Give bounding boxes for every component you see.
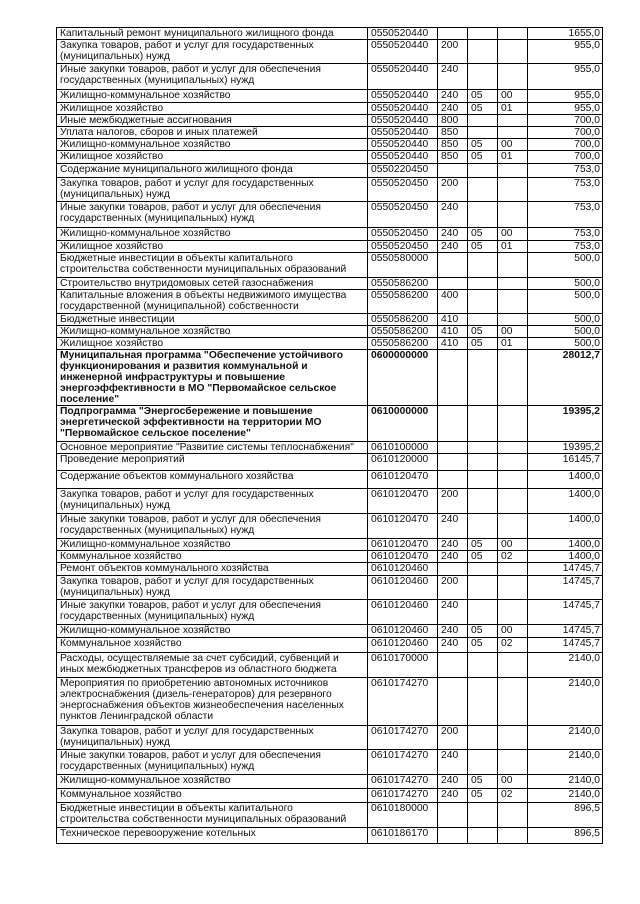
table-row: [57, 471, 603, 489]
amount-cell: 700,0: [528, 139, 603, 151]
expense-type-cell: 240: [438, 103, 468, 115]
expense-name-cell: Бюджетные инвестиции в объекты капитального строительства собственности муниципальных образований: [57, 253, 368, 278]
table-row: [57, 290, 603, 314]
table-row: [57, 653, 603, 678]
section-cell: 05: [468, 775, 498, 789]
expense-type-cell: [438, 454, 468, 471]
expense-type-cell: [438, 653, 468, 678]
expense-name-cell: Иные закупки товаров, работ и услуг для обеспечения государственных (муниципальных) нужд: [57, 514, 368, 539]
table-row: [57, 103, 603, 115]
amount-cell: 1400,0: [528, 539, 603, 551]
section-cell: [468, 178, 498, 202]
subsection-cell: [498, 178, 528, 202]
subsection-cell: [498, 278, 528, 290]
section-cell: [468, 350, 498, 406]
expense-name-cell: Жилищно-коммунальное хозяйство: [57, 228, 368, 241]
subsection-cell: 02: [498, 551, 528, 563]
target-code-cell: 0550520450: [368, 228, 438, 241]
expense-type-cell: 240: [438, 789, 468, 803]
section-cell: [468, 115, 498, 127]
section-cell: 05: [468, 241, 498, 253]
expense-type-cell: 240: [438, 64, 468, 90]
expense-name-cell: Уплата налогов, сборов и иных платежей: [57, 127, 368, 139]
subsection-cell: 00: [498, 139, 528, 151]
subsection-cell: [498, 828, 528, 844]
target-code-cell: 0610120460: [368, 638, 438, 653]
expense-name-cell: Строительство внутридомовых сетей газоснабжения: [57, 278, 368, 290]
section-cell: 05: [468, 625, 498, 638]
expense-name-cell: Иные закупки товаров, работ и услуг для обеспечения государственных (муниципальных) нужд: [57, 600, 368, 625]
amount-cell: 1400,0: [528, 471, 603, 489]
budget-table-body: [57, 28, 603, 844]
expense-type-cell: 850: [438, 151, 468, 164]
table-row: [57, 775, 603, 789]
expense-name-cell: Закупка товаров, работ и услуг для государственных (муниципальных) нужд: [57, 489, 368, 514]
expense-type-cell: 410: [438, 338, 468, 350]
amount-cell: 896,5: [528, 803, 603, 828]
table-row: [57, 406, 603, 442]
expense-type-cell: 200: [438, 40, 468, 64]
section-cell: [468, 40, 498, 64]
expense-name-cell: Содержание муниципального жилищного фонда: [57, 164, 368, 178]
expense-name-cell: Жилищно-коммунальное хозяйство: [57, 326, 368, 338]
amount-cell: 2140,0: [528, 789, 603, 803]
subsection-cell: 01: [498, 103, 528, 115]
amount-cell: 2140,0: [528, 726, 603, 750]
section-cell: [468, 726, 498, 750]
target-code-cell: 0610120470: [368, 489, 438, 514]
subsection-cell: [498, 678, 528, 726]
expense-name-cell: Коммунальное хозяйство: [57, 551, 368, 563]
expense-name-cell: Коммунальное хозяйство: [57, 789, 368, 803]
target-code-cell: 0610186170: [368, 828, 438, 844]
expense-type-cell: [438, 350, 468, 406]
subsection-cell: [498, 750, 528, 775]
subsection-cell: 01: [498, 338, 528, 350]
amount-cell: 753,0: [528, 228, 603, 241]
expense-type-cell: [438, 253, 468, 278]
budget-document: [56, 27, 602, 844]
amount-cell: 1400,0: [528, 551, 603, 563]
section-cell: 05: [468, 789, 498, 803]
target-code-cell: 0550520440: [368, 151, 438, 164]
table-row: [57, 551, 603, 563]
section-cell: [468, 406, 498, 442]
amount-cell: 500,0: [528, 253, 603, 278]
subsection-cell: 00: [498, 625, 528, 638]
table-row: [57, 789, 603, 803]
section-cell: [468, 828, 498, 844]
table-row: [57, 202, 603, 228]
target-code-cell: 0550520440: [368, 64, 438, 90]
section-cell: [468, 514, 498, 539]
section-cell: [468, 803, 498, 828]
subsection-cell: [498, 406, 528, 442]
target-code-cell: 0550520450: [368, 178, 438, 202]
expense-type-cell: [438, 164, 468, 178]
expense-type-cell: [438, 278, 468, 290]
target-code-cell: 0550586200: [368, 314, 438, 326]
subsection-cell: [498, 563, 528, 576]
subsection-cell: [498, 454, 528, 471]
expense-name-cell: Содержание объектов коммунального хозяйства: [57, 471, 368, 489]
amount-cell: 700,0: [528, 151, 603, 164]
subsection-cell: [498, 290, 528, 314]
table-row: [57, 178, 603, 202]
target-code-cell: 0550520440: [368, 103, 438, 115]
section-cell: [468, 202, 498, 228]
table-row: [57, 442, 603, 454]
target-code-cell: 0550520450: [368, 241, 438, 253]
expense-name-cell: Жилищно-коммунальное хозяйство: [57, 90, 368, 103]
expense-name-cell: Техническое перевооружение котельных: [57, 828, 368, 844]
table-row: [57, 489, 603, 514]
amount-cell: 14745,7: [528, 576, 603, 600]
amount-cell: 500,0: [528, 290, 603, 314]
expense-name-cell: Жилищное хозяйство: [57, 338, 368, 350]
table-row: [57, 164, 603, 178]
table-row: [57, 127, 603, 139]
amount-cell: 19395,2: [528, 406, 603, 442]
target-code-cell: 0550520440: [368, 28, 438, 40]
amount-cell: 753,0: [528, 241, 603, 253]
expense-name-cell: Жилищное хозяйство: [57, 241, 368, 253]
target-code-cell: 0610100000: [368, 442, 438, 454]
table-row: [57, 539, 603, 551]
expense-name-cell: Иные закупки товаров, работ и услуг для обеспечения государственных (муниципальных) нужд: [57, 64, 368, 90]
table-row: [57, 314, 603, 326]
table-row: [57, 638, 603, 653]
table-row: [57, 576, 603, 600]
section-cell: [468, 563, 498, 576]
amount-cell: 500,0: [528, 314, 603, 326]
expense-type-cell: 240: [438, 750, 468, 775]
table-row: [57, 563, 603, 576]
table-row: [57, 90, 603, 103]
section-cell: 05: [468, 539, 498, 551]
section-cell: [468, 471, 498, 489]
table-row: [57, 350, 603, 406]
expense-type-cell: 240: [438, 638, 468, 653]
subsection-cell: 00: [498, 90, 528, 103]
table-row: [57, 64, 603, 90]
amount-cell: 2140,0: [528, 775, 603, 789]
expense-name-cell: Капитальный ремонт муниципального жилищного фонда: [57, 28, 368, 40]
target-code-cell: 0550520450: [368, 202, 438, 228]
subsection-cell: [498, 600, 528, 625]
expense-type-cell: 240: [438, 625, 468, 638]
expense-name-cell: Проведение мероприятий: [57, 454, 368, 471]
expense-name-cell: Жилищное хозяйство: [57, 151, 368, 164]
section-cell: 05: [468, 90, 498, 103]
target-code-cell: 0610120470: [368, 539, 438, 551]
target-code-cell: 0550580000: [368, 253, 438, 278]
expense-type-cell: 200: [438, 178, 468, 202]
section-cell: [468, 489, 498, 514]
target-code-cell: 0610174270: [368, 775, 438, 789]
table-row: [57, 241, 603, 253]
subsection-cell: [498, 202, 528, 228]
subsection-cell: 01: [498, 241, 528, 253]
section-cell: [468, 64, 498, 90]
section-cell: 05: [468, 151, 498, 164]
section-cell: [468, 127, 498, 139]
expense-name-cell: Закупка товаров, работ и услуг для государственных (муниципальных) нужд: [57, 178, 368, 202]
expense-type-cell: 850: [438, 139, 468, 151]
target-code-cell: 0550520440: [368, 40, 438, 64]
subsection-cell: [498, 115, 528, 127]
expense-type-cell: [438, 28, 468, 40]
subsection-cell: [498, 314, 528, 326]
amount-cell: 19395,2: [528, 442, 603, 454]
target-code-cell: 0550586200: [368, 278, 438, 290]
amount-cell: 16145,7: [528, 454, 603, 471]
subsection-cell: 00: [498, 326, 528, 338]
target-code-cell: 0550520440: [368, 127, 438, 139]
expense-name-cell: Основное мероприятие "Развитие системы теплоснабжения": [57, 442, 368, 454]
target-code-cell: 0610120470: [368, 551, 438, 563]
amount-cell: 955,0: [528, 40, 603, 64]
section-cell: [468, 576, 498, 600]
subsection-cell: [498, 64, 528, 90]
subsection-cell: [498, 726, 528, 750]
amount-cell: 500,0: [528, 326, 603, 338]
expense-type-cell: 240: [438, 202, 468, 228]
expense-type-cell: 240: [438, 775, 468, 789]
table-row: [57, 253, 603, 278]
amount-cell: 14745,7: [528, 563, 603, 576]
section-cell: 05: [468, 638, 498, 653]
expense-type-cell: 200: [438, 489, 468, 514]
target-code-cell: 0610174270: [368, 750, 438, 775]
amount-cell: 700,0: [528, 115, 603, 127]
amount-cell: 2140,0: [528, 750, 603, 775]
expense-name-cell: Жилищно-коммунальное хозяйство: [57, 775, 368, 789]
table-row: [57, 600, 603, 625]
amount-cell: 14745,7: [528, 638, 603, 653]
amount-cell: 753,0: [528, 178, 603, 202]
table-row: [57, 40, 603, 64]
amount-cell: 500,0: [528, 278, 603, 290]
target-code-cell: 0610180000: [368, 803, 438, 828]
target-code-cell: 0610174270: [368, 726, 438, 750]
expense-type-cell: 240: [438, 90, 468, 103]
subsection-cell: [498, 803, 528, 828]
expense-type-cell: 240: [438, 600, 468, 625]
section-cell: [468, 164, 498, 178]
section-cell: 05: [468, 139, 498, 151]
amount-cell: 896,5: [528, 828, 603, 844]
target-code-cell: 0550586200: [368, 326, 438, 338]
amount-cell: 1655,0: [528, 28, 603, 40]
expense-type-cell: 200: [438, 726, 468, 750]
expense-type-cell: 200: [438, 576, 468, 600]
amount-cell: 753,0: [528, 202, 603, 228]
expense-type-cell: 240: [438, 551, 468, 563]
expense-type-cell: 240: [438, 228, 468, 241]
subsection-cell: [498, 40, 528, 64]
expense-name-cell: Закупка товаров, работ и услуг для государственных (муниципальных) нужд: [57, 40, 368, 64]
expense-type-cell: [438, 442, 468, 454]
target-code-cell: 0610000000: [368, 406, 438, 442]
target-code-cell: 0550586200: [368, 290, 438, 314]
expense-name-cell: Жилищно-коммунальное хозяйство: [57, 139, 368, 151]
table-row: [57, 454, 603, 471]
section-cell: 05: [468, 326, 498, 338]
table-row: [57, 338, 603, 350]
expense-type-cell: 240: [438, 241, 468, 253]
expense-name-cell: Жилищно-коммунальное хозяйство: [57, 539, 368, 551]
table-row: [57, 514, 603, 539]
section-cell: [468, 750, 498, 775]
target-code-cell: 0550520440: [368, 139, 438, 151]
expense-name-cell: Подпрограмма "Энергосбережение и повышение энергетической эффективности на территории МО "Первомайское сельское поселение": [57, 406, 368, 442]
table-row: [57, 28, 603, 40]
expense-name-cell: Иные межбюджетные ассигнования: [57, 115, 368, 127]
amount-cell: 753,0: [528, 164, 603, 178]
expense-name-cell: Коммунальное хозяйство: [57, 638, 368, 653]
expense-type-cell: 240: [438, 514, 468, 539]
amount-cell: 14745,7: [528, 625, 603, 638]
expense-name-cell: Закупка товаров, работ и услуг для государственных (муниципальных) нужд: [57, 726, 368, 750]
subsection-cell: [498, 471, 528, 489]
amount-cell: 955,0: [528, 90, 603, 103]
subsection-cell: [498, 253, 528, 278]
target-code-cell: 0610120470: [368, 514, 438, 539]
section-cell: [468, 314, 498, 326]
section-cell: [468, 678, 498, 726]
expense-type-cell: [438, 471, 468, 489]
subsection-cell: 02: [498, 789, 528, 803]
amount-cell: 1400,0: [528, 489, 603, 514]
target-code-cell: 0550520440: [368, 90, 438, 103]
target-code-cell: 0610174270: [368, 678, 438, 726]
table-row: [57, 115, 603, 127]
expense-name-cell: Расходы, осуществляемые за счет субсидий, субвенций и иных межбюджетных трансферов из областного бюджета: [57, 653, 368, 678]
section-cell: 05: [468, 103, 498, 115]
amount-cell: 955,0: [528, 103, 603, 115]
budget-table: [56, 27, 603, 844]
amount-cell: 28012,7: [528, 350, 603, 406]
section-cell: 05: [468, 228, 498, 241]
table-row: [57, 151, 603, 164]
target-code-cell: 0610120460: [368, 600, 438, 625]
amount-cell: 700,0: [528, 127, 603, 139]
expense-type-cell: [438, 563, 468, 576]
table-row: [57, 326, 603, 338]
amount-cell: 2140,0: [528, 678, 603, 726]
amount-cell: 1400,0: [528, 514, 603, 539]
expense-type-cell: [438, 406, 468, 442]
table-row: [57, 803, 603, 828]
target-code-cell: 0610120470: [368, 471, 438, 489]
subsection-cell: 00: [498, 228, 528, 241]
section-cell: 05: [468, 338, 498, 350]
table-row: [57, 750, 603, 775]
expense-name-cell: Ремонт объектов коммунального хозяйства: [57, 563, 368, 576]
expense-name-cell: Бюджетные инвестиции: [57, 314, 368, 326]
subsection-cell: 00: [498, 539, 528, 551]
section-cell: [468, 653, 498, 678]
expense-name-cell: Муниципальная программа "Обеспечение устойчивого функционирования и развития коммунальной и инженерной инфраструктуры и повышение энергоэффективности в МО "Первомайское сельское поселение": [57, 350, 368, 406]
expense-name-cell: Закупка товаров, работ и услуг для государственных (муниципальных) нужд: [57, 576, 368, 600]
amount-cell: 500,0: [528, 338, 603, 350]
expense-type-cell: 240: [438, 539, 468, 551]
subsection-cell: [498, 653, 528, 678]
section-cell: [468, 454, 498, 471]
expense-name-cell: Капитальные вложения в объекты недвижимого имущества государственной (муниципальной) собственности: [57, 290, 368, 314]
subsection-cell: [498, 127, 528, 139]
subsection-cell: [498, 28, 528, 40]
target-code-cell: 0600000000: [368, 350, 438, 406]
subsection-cell: [498, 576, 528, 600]
section-cell: [468, 600, 498, 625]
target-code-cell: 0550586200: [368, 338, 438, 350]
target-code-cell: 0610170000: [368, 653, 438, 678]
section-cell: [468, 442, 498, 454]
subsection-cell: [498, 514, 528, 539]
table-row: [57, 278, 603, 290]
amount-cell: 2140,0: [528, 653, 603, 678]
expense-type-cell: 410: [438, 326, 468, 338]
expense-type-cell: [438, 828, 468, 844]
subsection-cell: 00: [498, 775, 528, 789]
expense-name-cell: Иные закупки товаров, работ и услуг для обеспечения государственных (муниципальных) нужд: [57, 202, 368, 228]
section-cell: [468, 253, 498, 278]
section-cell: [468, 28, 498, 40]
target-code-cell: 0610120460: [368, 563, 438, 576]
subsection-cell: 01: [498, 151, 528, 164]
table-row: [57, 828, 603, 844]
target-code-cell: 0610120000: [368, 454, 438, 471]
target-code-cell: 0610120460: [368, 576, 438, 600]
table-row: [57, 726, 603, 750]
expense-name-cell: Бюджетные инвестиции в объекты капитального строительства собственности муниципальных образований: [57, 803, 368, 828]
expense-name-cell: Жилищно-коммунальное хозяйство: [57, 625, 368, 638]
subsection-cell: 02: [498, 638, 528, 653]
section-cell: [468, 278, 498, 290]
table-row: [57, 678, 603, 726]
table-row: [57, 139, 603, 151]
target-code-cell: 0550220450: [368, 164, 438, 178]
subsection-cell: [498, 164, 528, 178]
expense-type-cell: [438, 803, 468, 828]
target-code-cell: 0550520440: [368, 115, 438, 127]
expense-type-cell: 800: [438, 115, 468, 127]
table-row: [57, 228, 603, 241]
table-row: [57, 625, 603, 638]
section-cell: 05: [468, 551, 498, 563]
expense-type-cell: 410: [438, 314, 468, 326]
expense-type-cell: 850: [438, 127, 468, 139]
subsection-cell: [498, 442, 528, 454]
expense-type-cell: [438, 678, 468, 726]
subsection-cell: [498, 489, 528, 514]
expense-name-cell: Жилищное хозяйство: [57, 103, 368, 115]
expense-type-cell: 400: [438, 290, 468, 314]
subsection-cell: [498, 350, 528, 406]
target-code-cell: 0610120460: [368, 625, 438, 638]
section-cell: [468, 290, 498, 314]
amount-cell: 955,0: [528, 64, 603, 90]
expense-name-cell: Иные закупки товаров, работ и услуг для обеспечения государственных (муниципальных) нужд: [57, 750, 368, 775]
expense-name-cell: Мероприятия по приобретению автономных источников электроснабжения (дизель-генераторов) для резервного энергоснабжения объектов жизнеобеспечения населенных пунктов Ленинградской области: [57, 678, 368, 726]
amount-cell: 14745,7: [528, 600, 603, 625]
target-code-cell: 0610174270: [368, 789, 438, 803]
